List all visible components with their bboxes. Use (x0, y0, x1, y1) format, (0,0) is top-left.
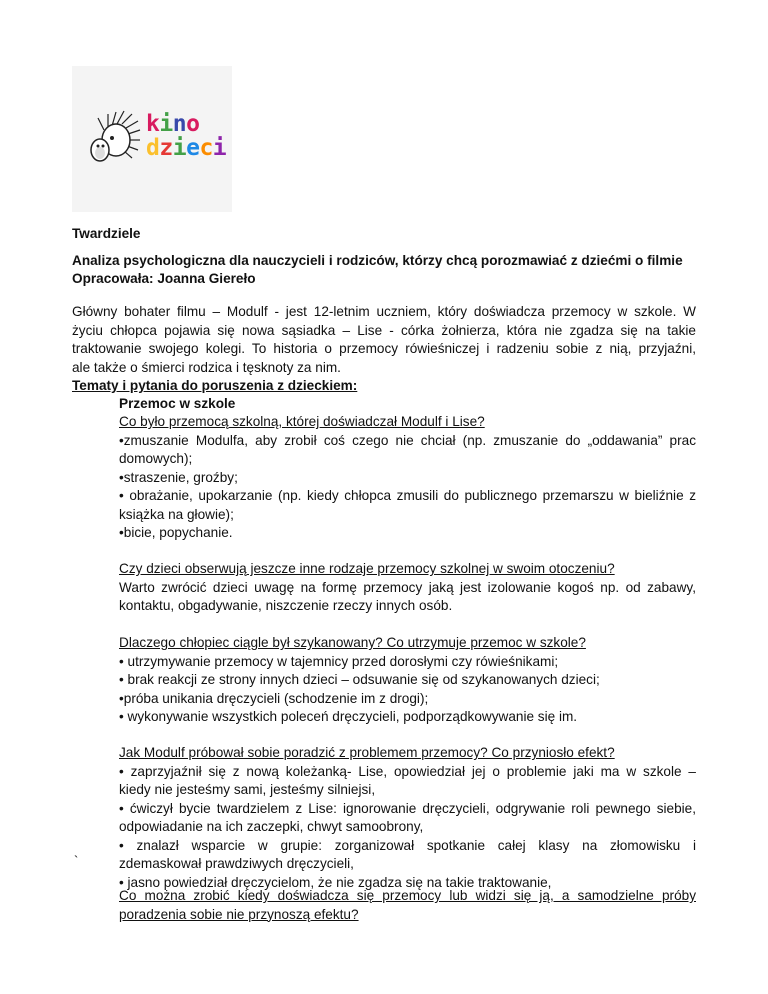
logo-letter: z (159, 135, 173, 161)
intro-line: traktowanie swojego kolegi. To historia o przemocy rówieśniczej i radzeniu sobie z nią, przyjaźni, (72, 341, 696, 356)
answer-line: zdemaskował prawdziwych dręczycieli, (119, 856, 354, 871)
question-heading: Dlaczego chłopiec ciągle był szykanowany? Co utrzymuje przemoc w szkole? (119, 635, 586, 650)
logo-letter: e (186, 135, 200, 161)
section-title: Przemoc w szkole (119, 396, 236, 411)
logo-letter: d (146, 135, 160, 161)
logo-letter: k (146, 111, 160, 137)
question-heading: Co można zrobić kiedy doświadcza się przemocy lub widzi się ją, a samodzielne próby (119, 888, 696, 903)
intro-line: ale także o śmierci rodzica i tęsknoty za nim. (72, 359, 341, 375)
logo (72, 66, 232, 212)
answer-line: •straszenie, groźby; (119, 469, 238, 485)
topics-heading: Tematy i pytania do poruszenia z dzieckiem: (72, 378, 358, 393)
logo-letter: i (212, 135, 227, 161)
question-heading: Jak Modulf próbował sobie poradzić z problemem przemocy? Co przyniosło efekt? (119, 745, 615, 760)
answer-line: • brak reakcji ze strony innych dzieci – odsuwanie się od szykanowanych dzieci; (119, 672, 600, 687)
question-block-5 (119, 887, 696, 924)
question-heading: poradzenia sobie nie przynoszą efektu? (119, 906, 359, 922)
logo-letter: c (199, 135, 213, 161)
logo-letter: i (172, 135, 187, 161)
answer-line: • utrzymywanie przemocy w tajemnicy przed dorosłymi czy rówieśnikami; (119, 653, 559, 669)
answer-line: odpowiadanie na ich zaczepki, chwyt samoobrony, (119, 819, 424, 834)
question-block-2 (119, 560, 696, 616)
answer-line: • obrażanie, upokarzanie (np. kiedy chłopca zmusili do publicznego przemarszu w bieliźnie z (119, 488, 696, 503)
answer-line: • znalazł wsparcie w grupie: zorganizował spotkanie całej klasy na złomowisku i (119, 837, 696, 853)
question-heading: Czy dzieci obserwują jeszcze inne rodzaje przemocy szkolnej w swoim otoczeniu? (119, 561, 615, 576)
intro-line: życiu chłopca pojawia się nowa sąsiadka – Lise - córka żołnierza, która nie zgadza się na takie (72, 322, 696, 338)
question-block-3 (119, 634, 696, 727)
logo-letter: i (159, 111, 173, 137)
logo-letter: n (172, 111, 187, 137)
intro-line: Główny bohater filmu – Modulf - jest 12-letnim uczniem, który doświadcza przemocy w szkole. W (72, 304, 696, 319)
answer-line: domowych); (119, 451, 193, 466)
question-heading: Co było przemocą szkolną, której doświadczał Modulf i Lise? (119, 414, 485, 429)
question-block-4 (119, 744, 696, 892)
answer-line: • zaprzyjaźnił się z nową koleżanką- Lise, opowiedział jej o problemie jaki ma w szkole – (119, 763, 696, 779)
answer-line: kontaktu, obgadywanie, niszczenie rzeczy innych osób. (119, 598, 453, 613)
answer-line: •zmuszanie Modulfa, aby zrobił coś czego nie chciał (np. zmuszanie do „oddawania” prac (119, 432, 696, 448)
answer-line: książka na głowie); (119, 506, 234, 522)
logo-word-dzieci (146, 135, 226, 161)
answer-line: •bicie, popychanie. (119, 525, 233, 540)
document-author: Opracowała: Joanna Giereło (72, 271, 256, 286)
stray-mark: ` (74, 853, 79, 868)
question-block-1 (119, 413, 696, 543)
answer-line: • jasno powiedział dręczycielom, że nie zgadza się na takie traktowanie, (119, 874, 552, 890)
answer-line: kiedy nie jesteśmy sami, jesteśmy silniejsi, (119, 782, 376, 797)
answer-line: •próba unikania dręczycieli (schodzenie im z drogi); (119, 690, 429, 706)
logo-letter: o (186, 111, 200, 137)
answer-line: • wykonywanie wszystkich poleceń dręczycieli, podporządkowywanie się im. (119, 709, 578, 724)
answer-line: Warto zwrócić dzieci uwagę na formę przemocy jaką jest izolowanie kogoś np. od zabawy, (119, 579, 696, 595)
document-subtitle: Analiza psychologiczna dla nauczycieli i rodziców, którzy chcą porozmawiać z dziećmi o filmie (72, 253, 683, 268)
logo-word-kino (146, 111, 199, 137)
intro-paragraph (72, 303, 696, 377)
document-title: Twardziele (72, 226, 141, 241)
answer-line: • ćwiczył bycie twardzielem z Lise: ignorowanie dręczycieli, odgrywanie roli pewnego siebie, (119, 800, 696, 816)
